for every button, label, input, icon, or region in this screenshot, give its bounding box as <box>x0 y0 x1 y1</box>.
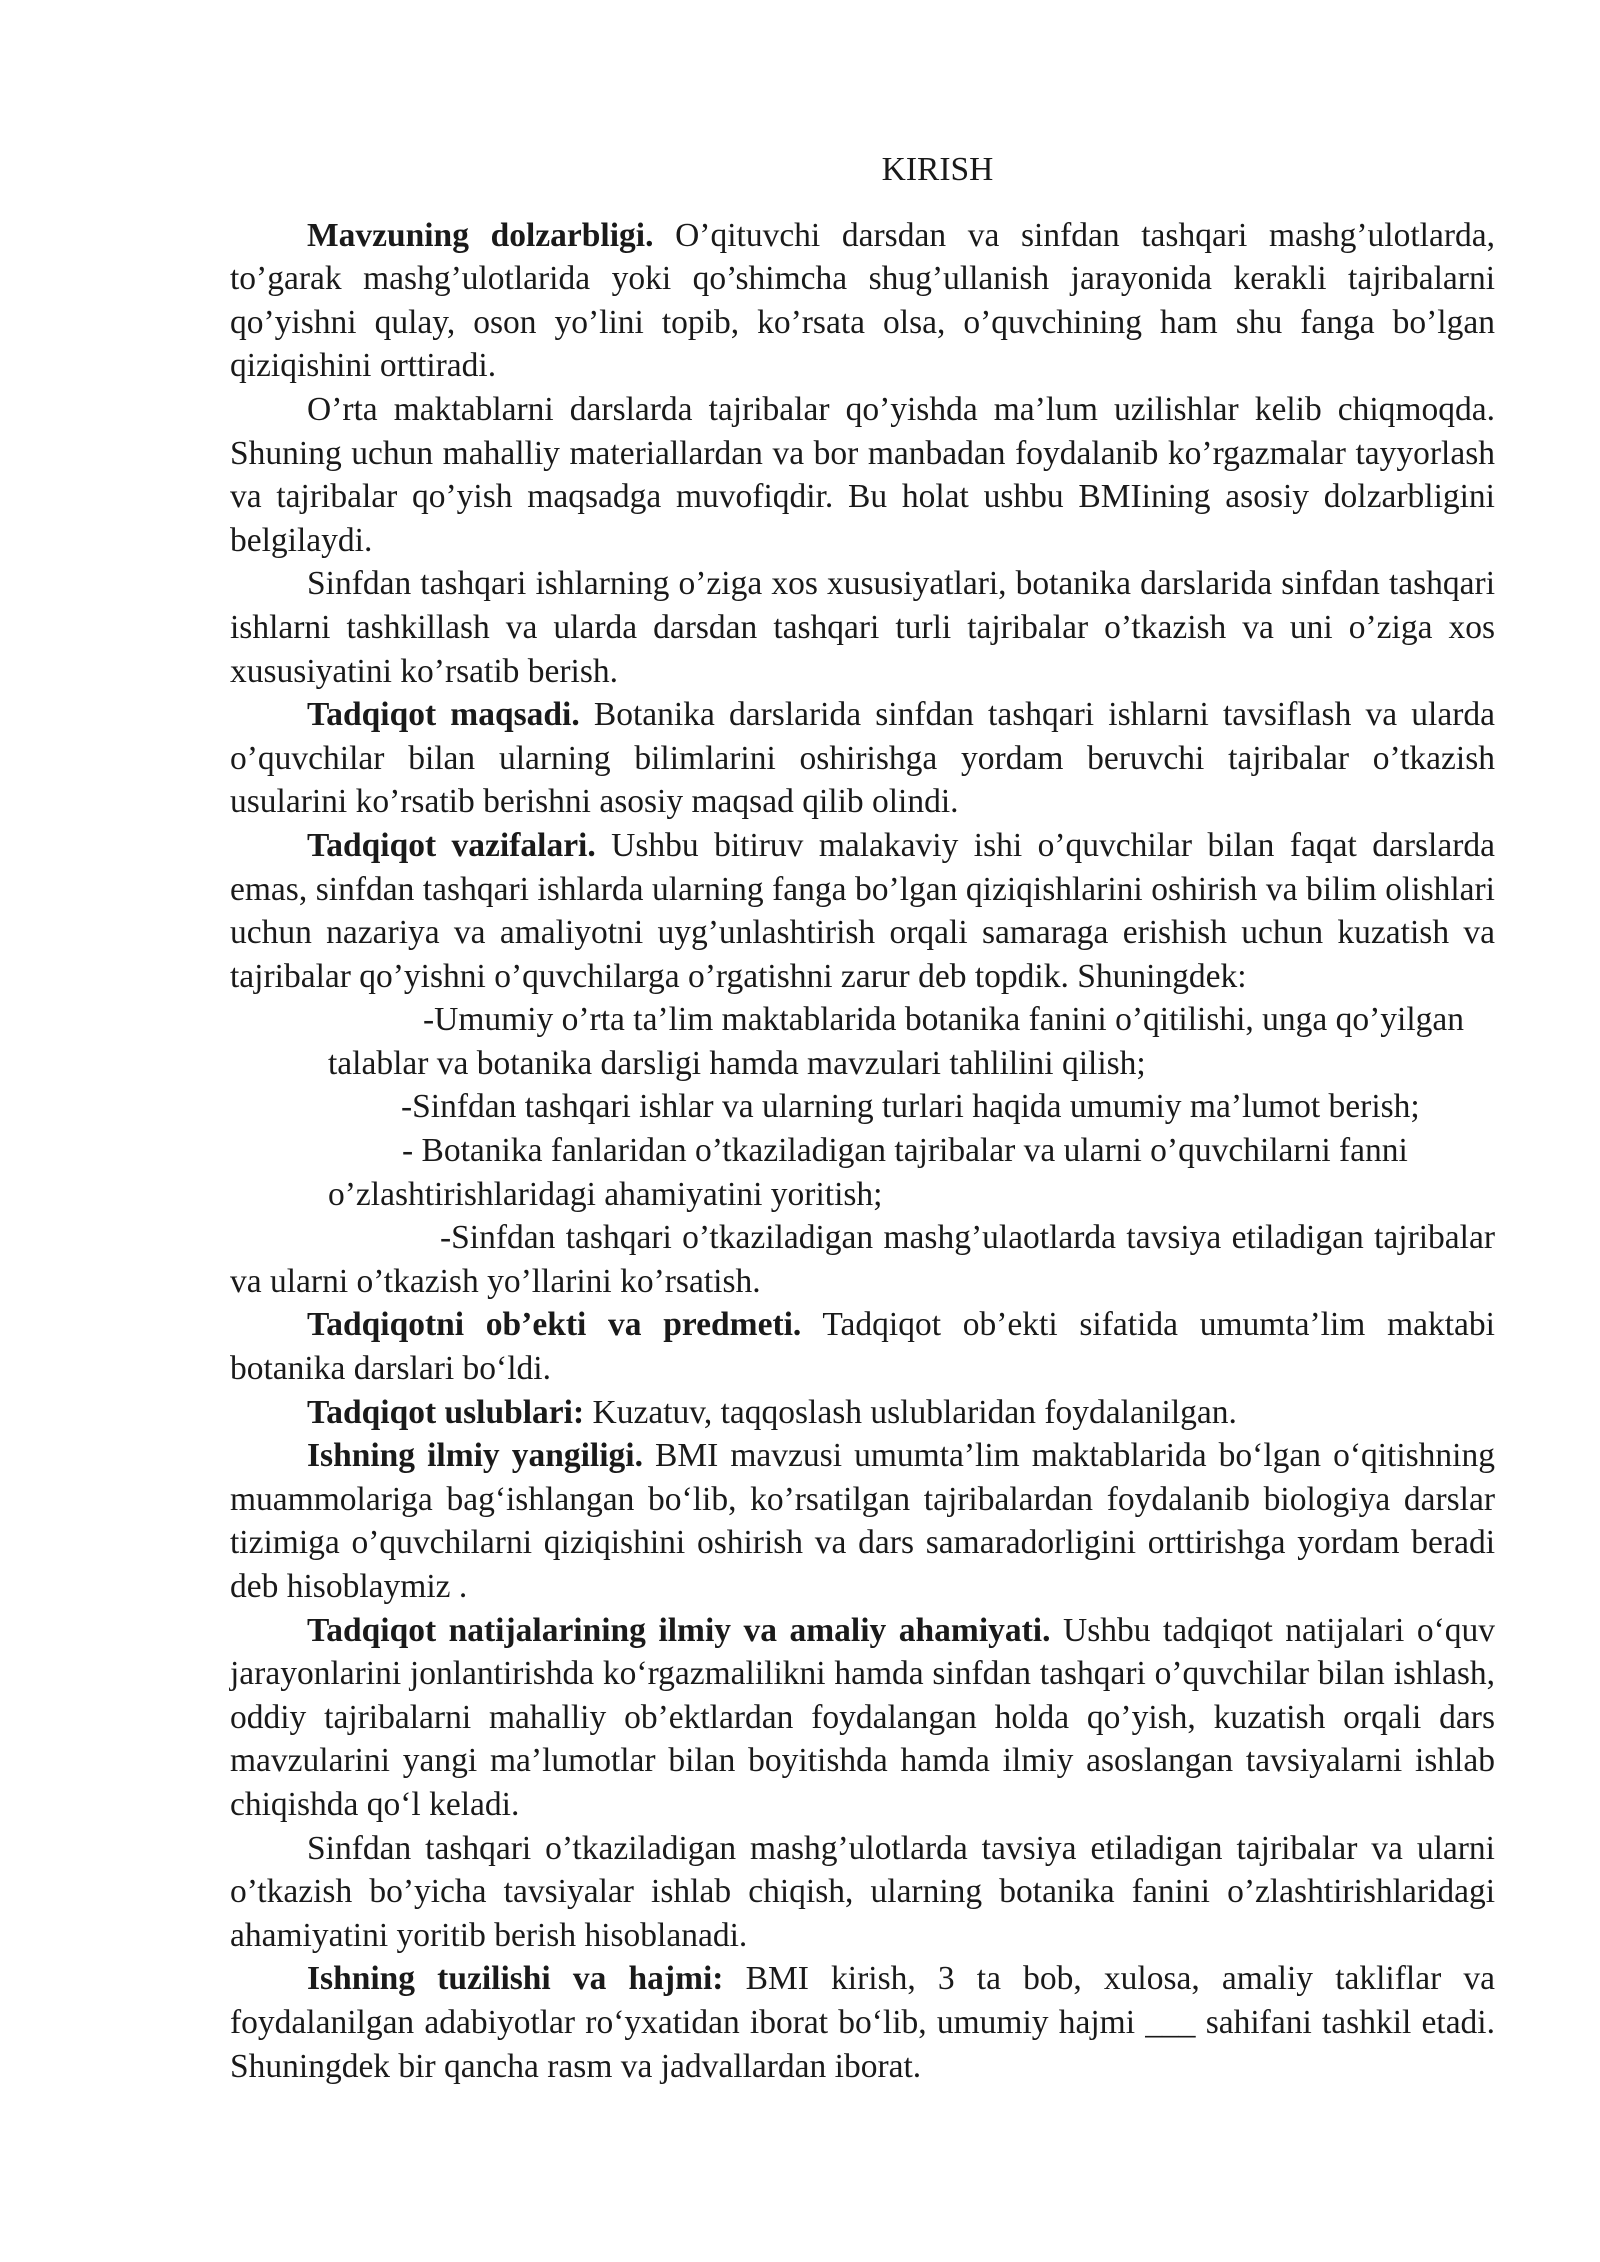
paragraph-goal <box>230 693 1495 824</box>
paragraph-heading: Mavzuning dolzarbligi. <box>307 216 654 254</box>
paragraph-text: Sinfdan tashqari o’tkaziladigan mashg’ulotlarda tavsiya etiladigan tajribalar va ularni o’tkazish bo’yicha tavsiyalar ishlab chiqish, ularning botanika fanini o’zlashtirishlaridagi ahamiyatini yoritib berish hisoblanadi. <box>230 1829 1495 1954</box>
paragraph-novelty <box>230 1434 1495 1608</box>
paragraph-text: BMI mavzusi umumta’lim maktablarida bo‘lgan o‘qitishning muammolariga bag‘ishlangan bo‘lib, ko’rsatilgan tajribalardan foydalanib biologiya darslar tizimiga o’quvchilarni qiziqishini oshirish va dars samaradorligini orttirishga yordam beradi deb hisoblaymiz . <box>230 1437 1495 1605</box>
paragraph-text: Ushbu bitiruv malakaviy ishi o’quvchilar bilan faqat darslarda emas, sinfdan tashqari ishlarda ularning fanga bo’lgan qiziqishlarini oshirish va bilim olishlari uchun nazariya va amaliyotni uyg’unlashtirish orqali samaraga erishish uchun kuzatish va tajribalar qo’yishni o’quvchilarga o’rgatishni zarur deb topdik. Shuningdek: <box>230 826 1495 995</box>
list-item: -Umumiy o’rta ta’lim maktablarida botanika fanini o’qitilishi, unga qo’yilgan talablar va botanika darsligi hamda mavzulari tahlilini qilish; <box>328 1001 1465 1082</box>
paragraph-text: Kuzatuv, taqqoslash uslublaridan foydalanilgan. <box>584 1393 1237 1431</box>
document-page <box>230 148 1495 2088</box>
paragraph-heading: Ishning ilmiy yangiligi. <box>307 1437 643 1475</box>
paragraph-text: Sinfdan tashqari ishlarning o’ziga xos xususiyatlari, botanika darslarida sinfdan tashqari ishlarni tashkillash va ularda darsdan tashqari turli tajribalar o’tkazish va uni o’ziga xos xususiyatini ko’rsatib berish. <box>230 565 1495 690</box>
paragraph-methods <box>230 1391 1495 1435</box>
paragraph-heading: Ishning tuzilishi va hajmi: <box>307 1960 724 1998</box>
paragraph-heading: Tadqiqot natijalarining ilmiy va amaliy ahamiyati. <box>307 1611 1051 1649</box>
list-item: -Sinfdan tashqari o’tkaziladigan mashg’ulaotlarda tavsiya etiladigan tajribalar va ularni o’tkazish yo’llarini ko’rsatish. <box>230 1219 1495 1300</box>
paragraph-text: O’rta maktablarni darslarda tajribalar qo’yishda ma’lum uzilishlar kelib chiqmoqda. Shuning uchun mahalliy materiallardan va bor manbadan foydalanib ko’rgazmalar tayyorlash va tajribalar qo’yish maqsadga muvofiqdir. Bu holat ushbu BMIining asosiy dolzarbligini belgilaydi. <box>230 390 1495 559</box>
paragraph-text: Ushbu tadqiqot natijalari o‘quv jarayonlarini jonlantirishda ko‘rgazmalilikni hamda sinfdan tashqari o’quvchilar bilan ishlash, oddiy tajribalarni mahalliy ob’ektlardan foydalangan holda qo’yish, kuzatish orqali dars mavzularini yangi ma’lumotlar bilan boyitishda hamda ilmiy asoslangan tavsiyalarni ishlab chiqishda qo‘l keladi. <box>230 1611 1495 1823</box>
paragraph-text: O’qituvchi darsdan va sinfdan tashqari mashg’ulotlarda, to’garak mashg’ulotlarida yoki qo’shimcha shug’ullanish jarayonida kerakli tajribalarni qo’yishni qulay, oson yo’lini topib, ko’rsata olsa, o’quvchining ham shu fanga bo’lgan qiziqishini orttiradi. <box>230 216 1495 385</box>
paragraph-structure <box>230 1957 1495 2088</box>
paragraph-tasks <box>230 824 1495 998</box>
paragraph-heading: Tadqiqot uslublari: <box>307 1393 585 1431</box>
paragraph-text: Tadqiqot ob’ekti sifatida umumta’lim maktabi botanika darslari bo‘ldi. <box>230 1306 1495 1388</box>
paragraph-heading: Tadqiqot maqsadi. <box>307 696 580 734</box>
list-item: - Botanika fanlaridan o’tkaziladigan tajribalar va ularni o’quvchilarni fanni o’zlashtirishlaridagi ahamiyatini yoritish; <box>328 1132 1408 1213</box>
paragraph-heading: Tadqiqotni ob’ekti va predmeti. <box>307 1306 802 1344</box>
paragraph-relevance <box>230 214 1495 388</box>
paragraph-text: BMI kirish, 3 ta bob, xulosa, amaliy takliflar va foydalanilgan adabiyotlar ro‘yxatidan iborat bo‘lib, umumiy hajmi ___ sahifani tashkil etadi. Shuningdek bir qancha rasm va jadvallardan iborat. <box>230 1960 1496 2085</box>
paragraph-significance <box>230 1609 1495 1827</box>
paragraph-object <box>230 1303 1495 1390</box>
paragraph-heading: Tadqiqot vazifalari. <box>307 826 596 864</box>
list-item: -Sinfdan tashqari ishlar va ularning turlari haqida umumiy ma’lumot berish; <box>401 1088 1420 1126</box>
page-title: KIRISH <box>881 151 994 188</box>
paragraph-text: Botanika darslarida sinfdan tashqari ishlarni tavsiflash va ularda o’quvchilar bilan ularning bilimlarini oshirishga yordam beruvchi tajribalar o’tkazish usularini ko’rsatib berishni asosiy maqsad qilib olindi. <box>230 696 1496 821</box>
